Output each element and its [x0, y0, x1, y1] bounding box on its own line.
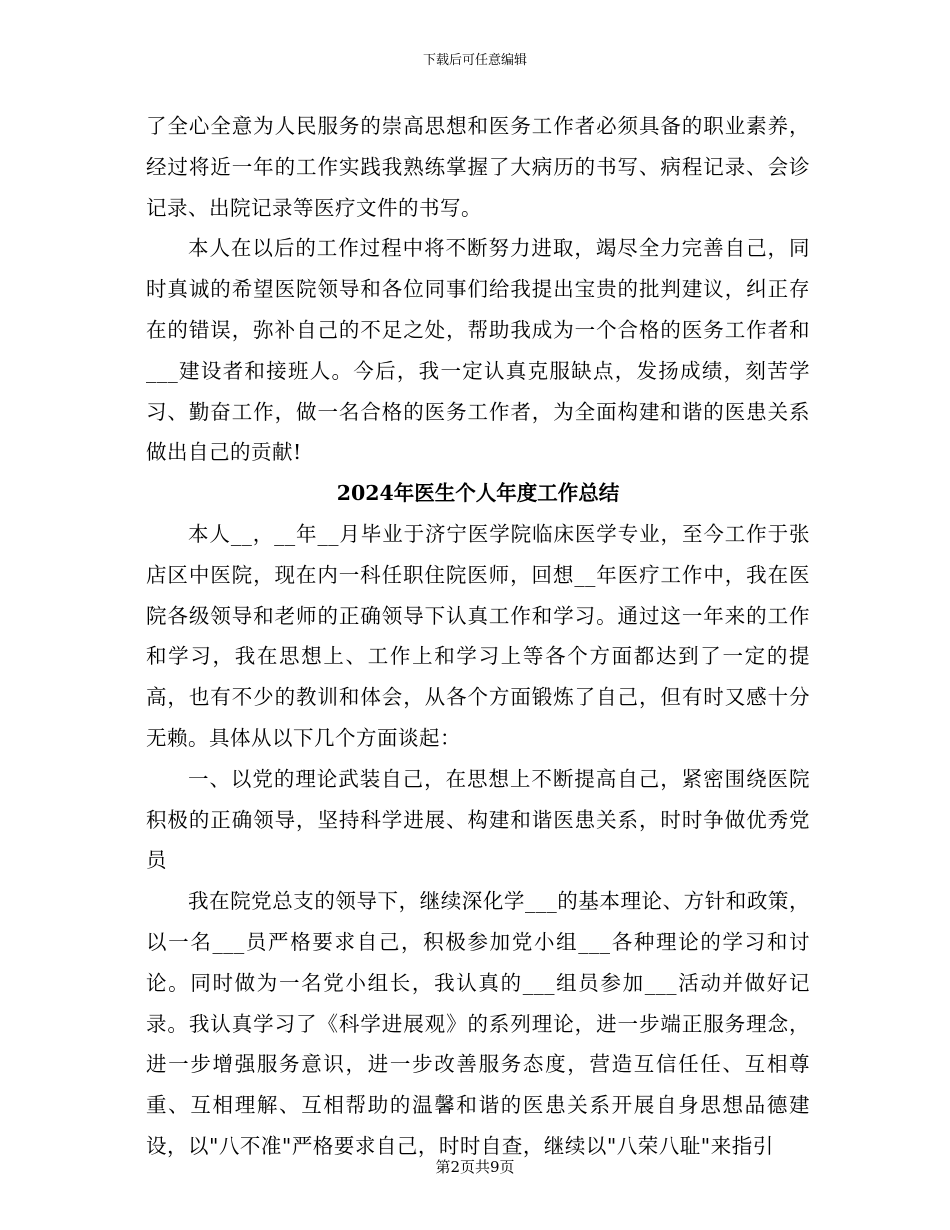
paragraph-party-study: 我在院党总支的领导下，继续深化学___的基本理论、方针和政策，以一名___员严格要求自己，积极参加党小组___各种理论的学习和讨论。同时做为一名党小组长，我认真的___组员参加___活动并做好记录。我认真学习了《科学进展观》的系列理论，进一步端正服务理念，进一步增强服务意识，进一步改善服务态度，营造互信任任、互相尊重、互相理解、互相帮助的温馨和谐的医患关系开展自身思想品德建设，以"八不准"严格要求自己，时时自查，继续以"八荣八耻"来指引	[146, 889, 810, 1158]
document-body	[146, 106, 810, 1167]
paragraph-continuation: 了全心全意为人民服务的崇高思想和医务工作者必须具备的职业素养，经过将近一年的工作实践我熟练掌握了大病历的书写、病程记录、会诊记录、出院记录等医疗文件的书写。	[146, 114, 810, 220]
paragraph-heading-one: 一、以党的理论武装自己，在思想上不断提高自己，紧密围绕医院积极的正确领导，坚持科学进展、构建和谐医患关系，时时争做优秀党员	[146, 766, 810, 873]
paragraph-closing-remarks: 本人在以后的工作过程中将不断努力进取，竭尽全力完善自己，同时真诚的希望医院领导和各位同事们给我提出宝贵的批判建议，纠正存在的错误，弥补自己的不足之处，帮助我成为一个合格的医务工作者和___建设者和接班人。今后，我一定认真克服缺点，发扬成绩，刻苦学习、勤奋工作，做一名合格的医务工作者，为全面构建和谐的医患关系做出自己的贡献!	[146, 236, 810, 465]
section-title: 2024年医生个人年度工作总结	[336, 481, 620, 506]
paragraph-introduction: 本人__，__年__月毕业于济宁医学院临床医学专业，至今工作于张店区中医院，现在内一科任职住院医师，回想__年医疗工作中，我在医院各级领导和老师的正确领导下认真工作和学习。通过这一年来的工作和学习，我在思想上、工作上和学习上等各个方面都达到了一定的提高，也有不少的教训和体会，从各个方面锻炼了自己，但有时又感十分无赖。具体从以下几个方面谈起：	[146, 521, 810, 750]
page-number-footer: 第2页共9页	[435, 1158, 515, 1176]
page-header: 下载后可任意编辑	[422, 53, 527, 68]
